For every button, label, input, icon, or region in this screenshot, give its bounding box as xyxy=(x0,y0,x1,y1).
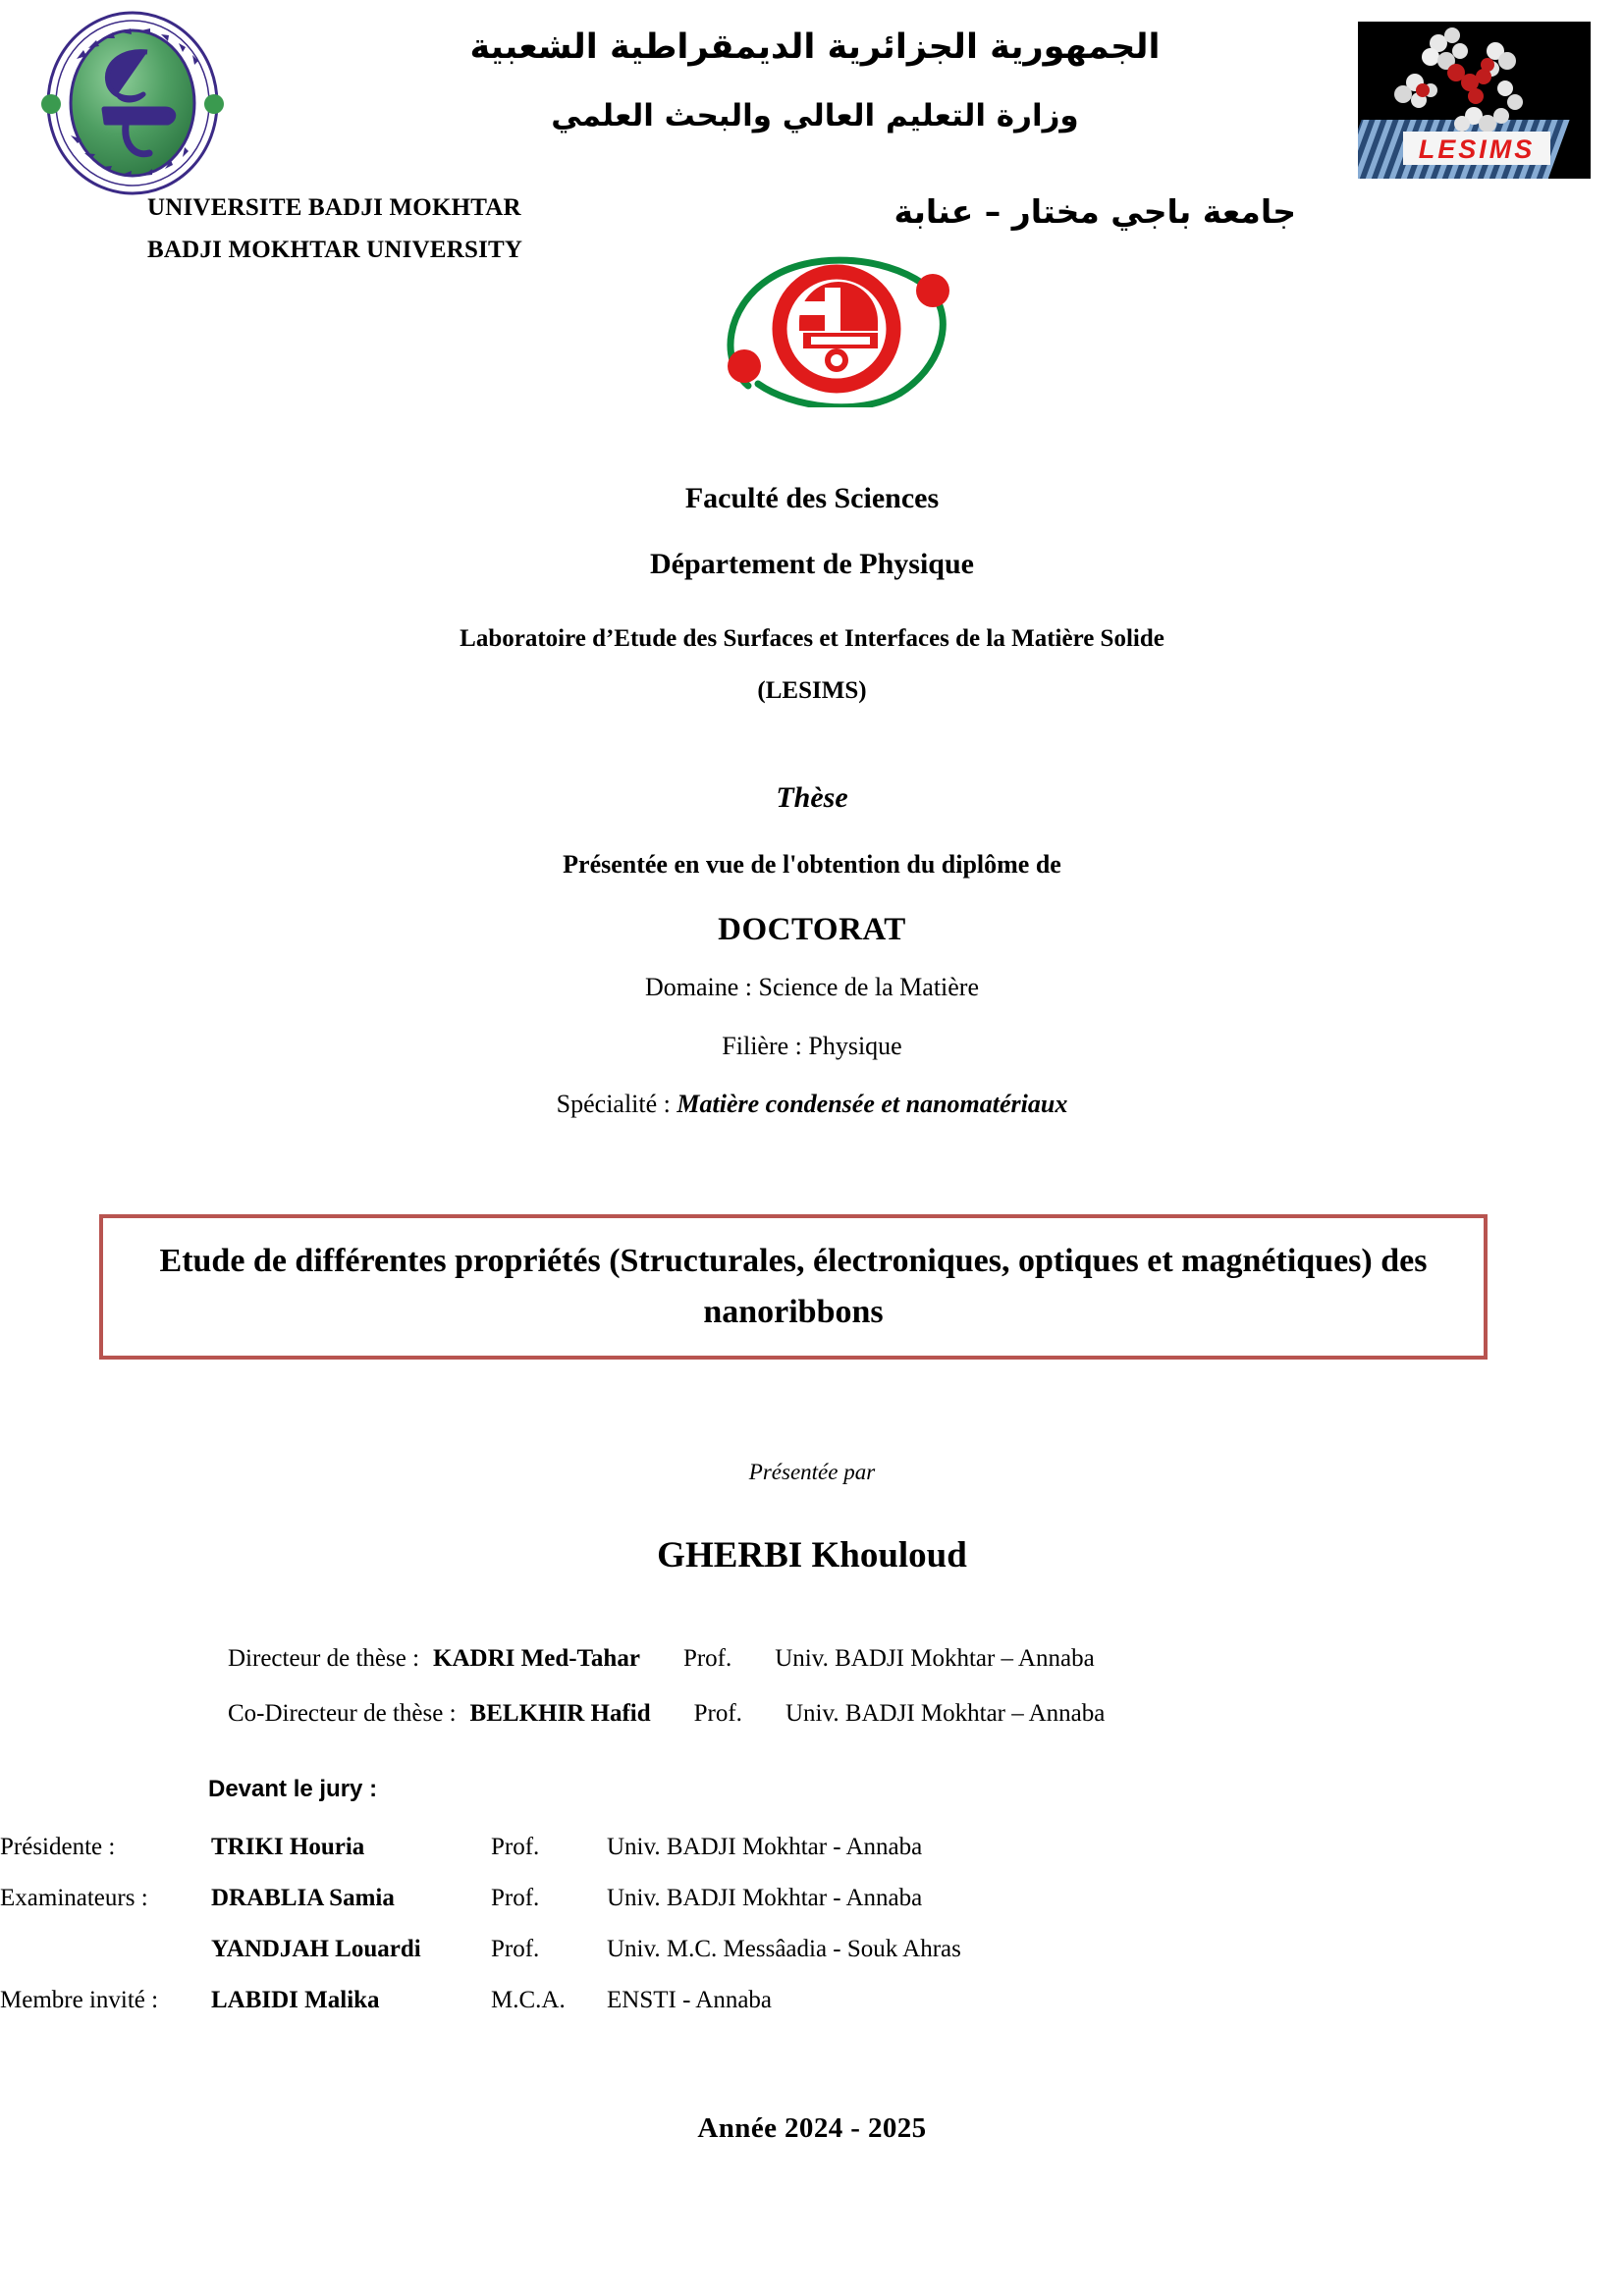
supervisor-affiliation: Univ. BADJI Mokhtar – Annaba xyxy=(785,1700,1106,1727)
jury-role: Membre invité : xyxy=(0,1987,159,2013)
university-name-arabic: جامعة باجي مختار – عنابة xyxy=(893,192,1296,231)
laboratory-acronym: (LESIMS) xyxy=(757,677,867,704)
faculty-name: Faculté des Sciences xyxy=(684,482,940,514)
jury-role xyxy=(0,1924,211,1975)
jury-affiliation: ENSTI - Annaba xyxy=(607,1987,773,2013)
supervisor-grade: Prof. xyxy=(693,1700,742,1727)
degree-name: DOCTORAT xyxy=(718,912,906,947)
thesis-title: Etude de différentes propriétés (Structurales, électroniques, optiques et magnétiques) des nanoribbons xyxy=(159,1243,1428,1330)
supervisor-name: KADRI Med-Tahar xyxy=(433,1645,640,1672)
domain-line: Domaine : Science de la Matière xyxy=(644,973,980,1001)
academic-year: Année 2024 - 2025 xyxy=(697,2112,927,2144)
jury-name: LABIDI Malika xyxy=(211,1987,380,2013)
svg-text:LESIMS: LESIMS xyxy=(1418,134,1536,164)
jury-affiliation: Univ. BADJI Mokhtar - Annaba xyxy=(607,1834,923,1860)
jury-name: TRIKI Houria xyxy=(211,1834,365,1860)
university-name-en: BADJI MOKHTAR UNIVERSITY xyxy=(147,237,523,263)
thesis-word: Thèse xyxy=(776,781,848,814)
specialty-separator: : xyxy=(663,1090,677,1118)
jury-table xyxy=(0,1822,961,2026)
jury-role: Examinateurs : xyxy=(0,1885,148,1911)
author-name: GHERBI Khouloud xyxy=(657,1535,967,1575)
supervisor-role: Directeur de thèse : xyxy=(228,1645,420,1672)
supervisor-row xyxy=(0,1631,1624,1686)
table-row xyxy=(0,1975,961,2026)
jury-grade: Prof. xyxy=(491,1834,540,1860)
jury-affiliation: Univ. BADJI Mokhtar - Annaba xyxy=(607,1885,923,1911)
supervisor-name: BELKHIR Hafid xyxy=(469,1700,651,1727)
country-name-arabic: الجمهورية الجزائرية الديمقراطية الشعبية xyxy=(469,27,1161,67)
supervisor-affiliation: Univ. BADJI Mokhtar – Annaba xyxy=(775,1645,1095,1672)
jury-heading: Devant le jury : xyxy=(208,1776,378,1802)
department-name: Département de Physique xyxy=(650,548,974,580)
faculty-block xyxy=(0,471,1624,715)
jury-grade: Prof. xyxy=(491,1936,540,1962)
supervisor-row xyxy=(0,1686,1624,1741)
badji-mokhtar-atom-logo-icon xyxy=(709,250,964,407)
thesis-title-box xyxy=(99,1214,1488,1360)
lesims-molecule-logo-icon xyxy=(1358,22,1591,179)
table-row xyxy=(0,1822,961,1873)
jury-grade: Prof. xyxy=(491,1885,540,1911)
jury-grade: M.C.A. xyxy=(491,1987,566,2013)
jury-role: Présidente : xyxy=(0,1834,116,1860)
page-header xyxy=(0,0,1624,422)
specialty-value: Matière condensée et nanomatériaux xyxy=(677,1090,1068,1118)
table-row xyxy=(0,1873,961,1924)
thesis-block xyxy=(0,775,1624,1129)
laboratory-name: Laboratoire d’Etude des Surfaces et Interfaces de la Matière Solide xyxy=(460,625,1164,652)
jury-affiliation: Univ. M.C. Messâadia - Souk Ahras xyxy=(607,1936,961,1962)
supervisor-role: Co-Directeur de thèse : xyxy=(228,1700,457,1727)
specialty-label: Spécialité xyxy=(556,1090,664,1118)
university-name-fr: UNIVERSITE BADJI MOKHTAR xyxy=(147,194,521,221)
thesis-purpose: Présentée en vue de l'obtention du diplôme de xyxy=(563,850,1061,879)
field-line: Filière : Physique xyxy=(722,1032,902,1060)
presented-by-label: Présentée par xyxy=(748,1460,876,1484)
jury-name: YANDJAH Louardi xyxy=(211,1936,421,1962)
supervisor-grade: Prof. xyxy=(682,1645,732,1672)
jury-block xyxy=(0,1767,1624,2026)
university-name-block xyxy=(147,187,569,271)
supervisors-block xyxy=(0,1631,1624,1741)
author-block xyxy=(0,1455,1624,1584)
national-header xyxy=(295,22,1335,139)
ministry-name-arabic: وزارة التعليم العالي والبحث العلمي xyxy=(551,98,1079,133)
jury-name: DRABLIA Samia xyxy=(211,1885,395,1911)
university-seal-icon xyxy=(27,8,239,199)
specialty-line xyxy=(0,1080,1624,1129)
table-row xyxy=(0,1924,961,1975)
